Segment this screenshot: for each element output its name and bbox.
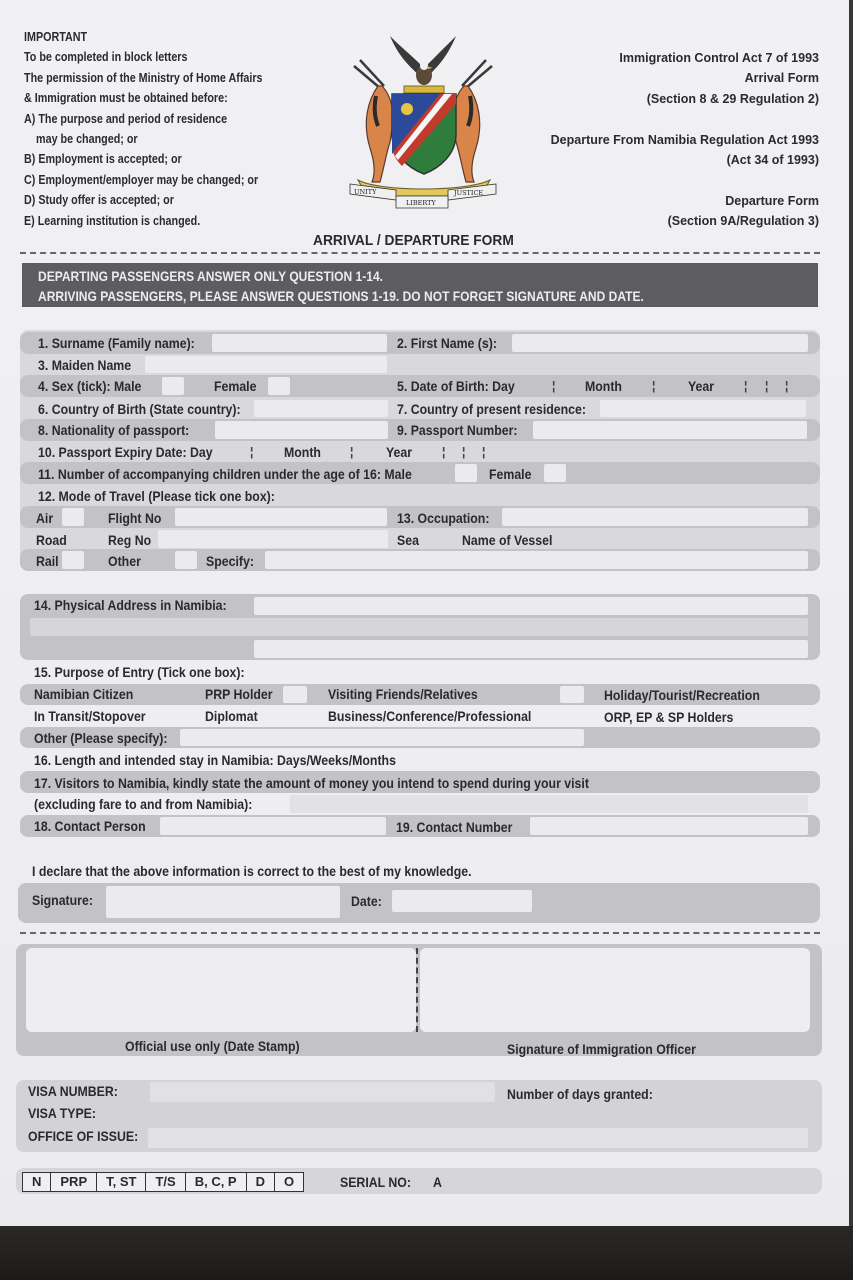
declaration-text: I declare that the above information is correct to the best of my knowledge. [32, 863, 472, 879]
reg-no-label: Reg No [108, 532, 152, 548]
signature-input[interactable] [106, 886, 340, 918]
notice-line: A) The purpose and period of residence [24, 111, 228, 126]
date-label: Date: [351, 893, 382, 909]
legislation-line: Departure From Namibia Regulation Act 1993 [550, 132, 819, 147]
legislation-line: (Section 8 & 29 Regulation 2) [646, 91, 819, 106]
tick-separator: ¦ [785, 379, 789, 393]
code-o: O [275, 1173, 303, 1191]
purpose-orp-label: ORP, EP & SP Holders [604, 709, 734, 725]
notice-line: may be changed; or [36, 132, 138, 147]
other-checkbox[interactable] [175, 551, 197, 569]
date-stamp-box [26, 948, 416, 1032]
tick-separator: ¦ [765, 379, 769, 393]
first-name-label: 2. First Name (s): [397, 335, 497, 351]
first-name-input[interactable] [512, 334, 808, 352]
notice-line: B) Employment is accepted; or [24, 152, 182, 167]
visa-category-codes [22, 1172, 304, 1192]
contact-number-input[interactable] [530, 817, 808, 835]
days-granted-label: Number of days granted: [507, 1086, 653, 1102]
female-checkbox[interactable] [268, 377, 290, 395]
tick-separator: ¦ [482, 445, 486, 459]
notice-line: C) Employment/employer may be changed; or [24, 172, 259, 187]
female-label: Female [214, 378, 257, 394]
address-label: 14. Physical Address in Namibia: [34, 597, 227, 613]
purpose-business-label: Business/Conference/Professional [328, 708, 532, 724]
surname-input[interactable] [212, 334, 387, 352]
sex-label: 4. Sex (tick): Male [38, 378, 142, 394]
nationality-input[interactable] [215, 421, 388, 439]
code-d: D [247, 1173, 275, 1191]
tick-separator: ¦ [652, 379, 656, 393]
expiry-year-label: Year [386, 444, 413, 460]
serial-no-value: A [433, 1174, 442, 1190]
visa-type-label: VISA TYPE: [28, 1105, 97, 1121]
motto-unity: UNITY [354, 188, 377, 196]
children-male-input[interactable] [455, 464, 477, 482]
notice-line: IMPORTANT [24, 30, 88, 44]
purpose-diplomat-label: Diplomat [205, 708, 258, 724]
office-of-issue-input[interactable] [148, 1128, 808, 1148]
purpose-prp-label: PRP Holder [205, 686, 273, 702]
purpose-label: 15. Purpose of Entry (Tick one box): [34, 664, 245, 680]
dob-month-label: Month [585, 378, 622, 394]
rail-checkbox[interactable] [62, 551, 84, 569]
passport-expiry-label: 10. Passport Expiry Date: Day [38, 444, 213, 460]
rail-label: Rail [36, 553, 59, 569]
passport-number-label: 9. Passport Number: [397, 422, 518, 438]
table-surface [0, 1226, 853, 1280]
address-line-2-input[interactable] [30, 618, 808, 636]
notice-line: The permission of the Ministry of Home Affairs [24, 70, 263, 85]
form-title-text: ARRIVAL / DEPARTURE FORM [313, 232, 514, 249]
money-label: 17. Visitors to Namibia, kindly state the amount of money you intend to spend during your visit [34, 775, 589, 791]
mode-of-travel-label: 12. Mode of Travel (Please tick one box): [38, 488, 275, 504]
tick-separator: ¦ [250, 445, 254, 459]
motto-justice: JUSTICE [454, 189, 484, 197]
air-checkbox[interactable] [62, 508, 84, 526]
official-divider [416, 948, 418, 1032]
purpose-citizen-label: Namibian Citizen [34, 686, 134, 702]
specify-input[interactable] [265, 551, 808, 569]
code-prp: PRP [51, 1173, 97, 1191]
flight-no-label: Flight No [108, 510, 162, 526]
maiden-name-label: 3. Maiden Name [38, 357, 132, 373]
maiden-name-input[interactable] [145, 356, 387, 373]
children-label: 11. Number of accompanying children under the age of 16: Male [38, 466, 412, 482]
code-t-st: T, ST [97, 1173, 146, 1191]
legislation-line: (Act 34 of 1993) [726, 153, 819, 168]
code-n: N [23, 1173, 51, 1191]
purpose-transit-label: In Transit/Stopover [34, 708, 146, 724]
vessel-label: Name of Vessel [462, 532, 553, 548]
purpose-holiday-label: Holiday/Tourist/Recreation [604, 687, 760, 703]
occupation-label: 13. Occupation: [397, 510, 490, 526]
country-of-residence-input[interactable] [600, 400, 806, 417]
reg-no-input[interactable] [158, 530, 388, 548]
form-title [313, 232, 531, 249]
contact-number-label: 19. Contact Number [396, 819, 513, 835]
tick-separator: ¦ [442, 445, 446, 459]
address-line-1-input[interactable] [254, 597, 808, 615]
legislation-line: Immigration Control Act 7 of 1993 [619, 51, 819, 65]
money-input[interactable] [290, 795, 808, 813]
legislation-references [551, 48, 819, 232]
visiting-checkbox[interactable] [560, 686, 584, 703]
contact-person-input[interactable] [160, 817, 386, 835]
prp-holder-checkbox[interactable] [283, 686, 307, 703]
code-b-c-p: B, C, P [186, 1173, 247, 1191]
office-of-issue-label: OFFICE OF ISSUE: [28, 1128, 139, 1144]
surname-label: 1. Surname (Family name): [38, 335, 195, 351]
officer-signature-box [420, 948, 810, 1032]
tick-separator: ¦ [462, 445, 466, 459]
legislation-line [551, 109, 819, 129]
other-label: Other [108, 553, 141, 569]
purpose-other-label: Other (Please specify): [34, 730, 168, 746]
male-checkbox[interactable] [162, 377, 184, 395]
sea-label: Sea [397, 532, 419, 548]
dob-label: 5. Date of Birth: Day [397, 378, 515, 394]
air-label: Air [36, 510, 54, 526]
children-female-input[interactable] [544, 464, 566, 482]
dob-year-label: Year [688, 378, 715, 394]
visa-number-input[interactable] [150, 1082, 495, 1102]
important-notice [24, 27, 301, 231]
signature-label: Signature: [32, 892, 93, 908]
money-label-2: (excluding fare to and from Namibia): [34, 796, 253, 812]
purpose-other-input[interactable] [180, 729, 584, 746]
road-label: Road [36, 532, 67, 548]
tick-separator: ¦ [350, 445, 354, 459]
tick-separator: ¦ [552, 379, 556, 393]
notice-line: D) Study offer is accepted; or [24, 193, 174, 208]
specify-label: Specify: [206, 553, 254, 569]
code-t-s: T/S [146, 1173, 185, 1191]
country-of-birth-label: 6. Country of Birth (State country): [38, 401, 241, 417]
nationality-label: 8. Nationality of passport: [38, 422, 190, 438]
banner-line-1: DEPARTING PASSENGERS ANSWER ONLY QUESTION 1-14. [38, 268, 383, 284]
motto-liberty: LIBERTY [406, 199, 436, 207]
notice-line: To be completed in block letters [24, 50, 188, 65]
serial-no-label: SERIAL NO: [340, 1174, 411, 1190]
legislation-line: Departure Form [725, 193, 819, 208]
divider-top [20, 252, 820, 254]
country-of-residence-label: 7. Country of present residence: [397, 401, 586, 417]
country-of-birth-input[interactable] [254, 400, 388, 417]
contact-person-label: 18. Contact Person [34, 818, 146, 834]
flight-no-input[interactable] [175, 508, 387, 526]
instructions-banner [22, 263, 818, 307]
expiry-month-label: Month [284, 444, 321, 460]
legislation-line: (Section 9A/Regulation 3) [667, 214, 819, 229]
legislation-line [551, 170, 819, 190]
tick-separator: ¦ [744, 379, 748, 393]
legislation-line: Arrival Form [744, 71, 819, 86]
passport-number-input[interactable] [533, 421, 807, 439]
notice-line: E) Learning institution is changed. [24, 213, 201, 228]
namibia-coat-of-arms [340, 30, 505, 210]
address-line-3-input[interactable] [254, 640, 808, 658]
purpose-visiting-label: Visiting Friends/Relatives [328, 686, 478, 702]
date-input[interactable] [392, 890, 532, 912]
divider-official [20, 932, 820, 934]
date-stamp-label: Official use only (Date Stamp) [125, 1038, 300, 1054]
visa-number-label: VISA NUMBER: [28, 1083, 118, 1099]
length-of-stay-label: 16. Length and intended stay in Namibia: Days/Weeks/Months [34, 752, 396, 768]
banner-line-2: ARRIVING PASSENGERS, PLEASE ANSWER QUESTIONS 1-19. DO NOT FORGET SIGNATURE AND DATE. [38, 288, 644, 304]
occupation-input[interactable] [502, 508, 808, 526]
notice-line: & Immigration must be obtained before: [24, 91, 228, 106]
children-female-label: Female [489, 466, 532, 482]
officer-signature-label: Signature of Immigration Officer [507, 1041, 696, 1057]
